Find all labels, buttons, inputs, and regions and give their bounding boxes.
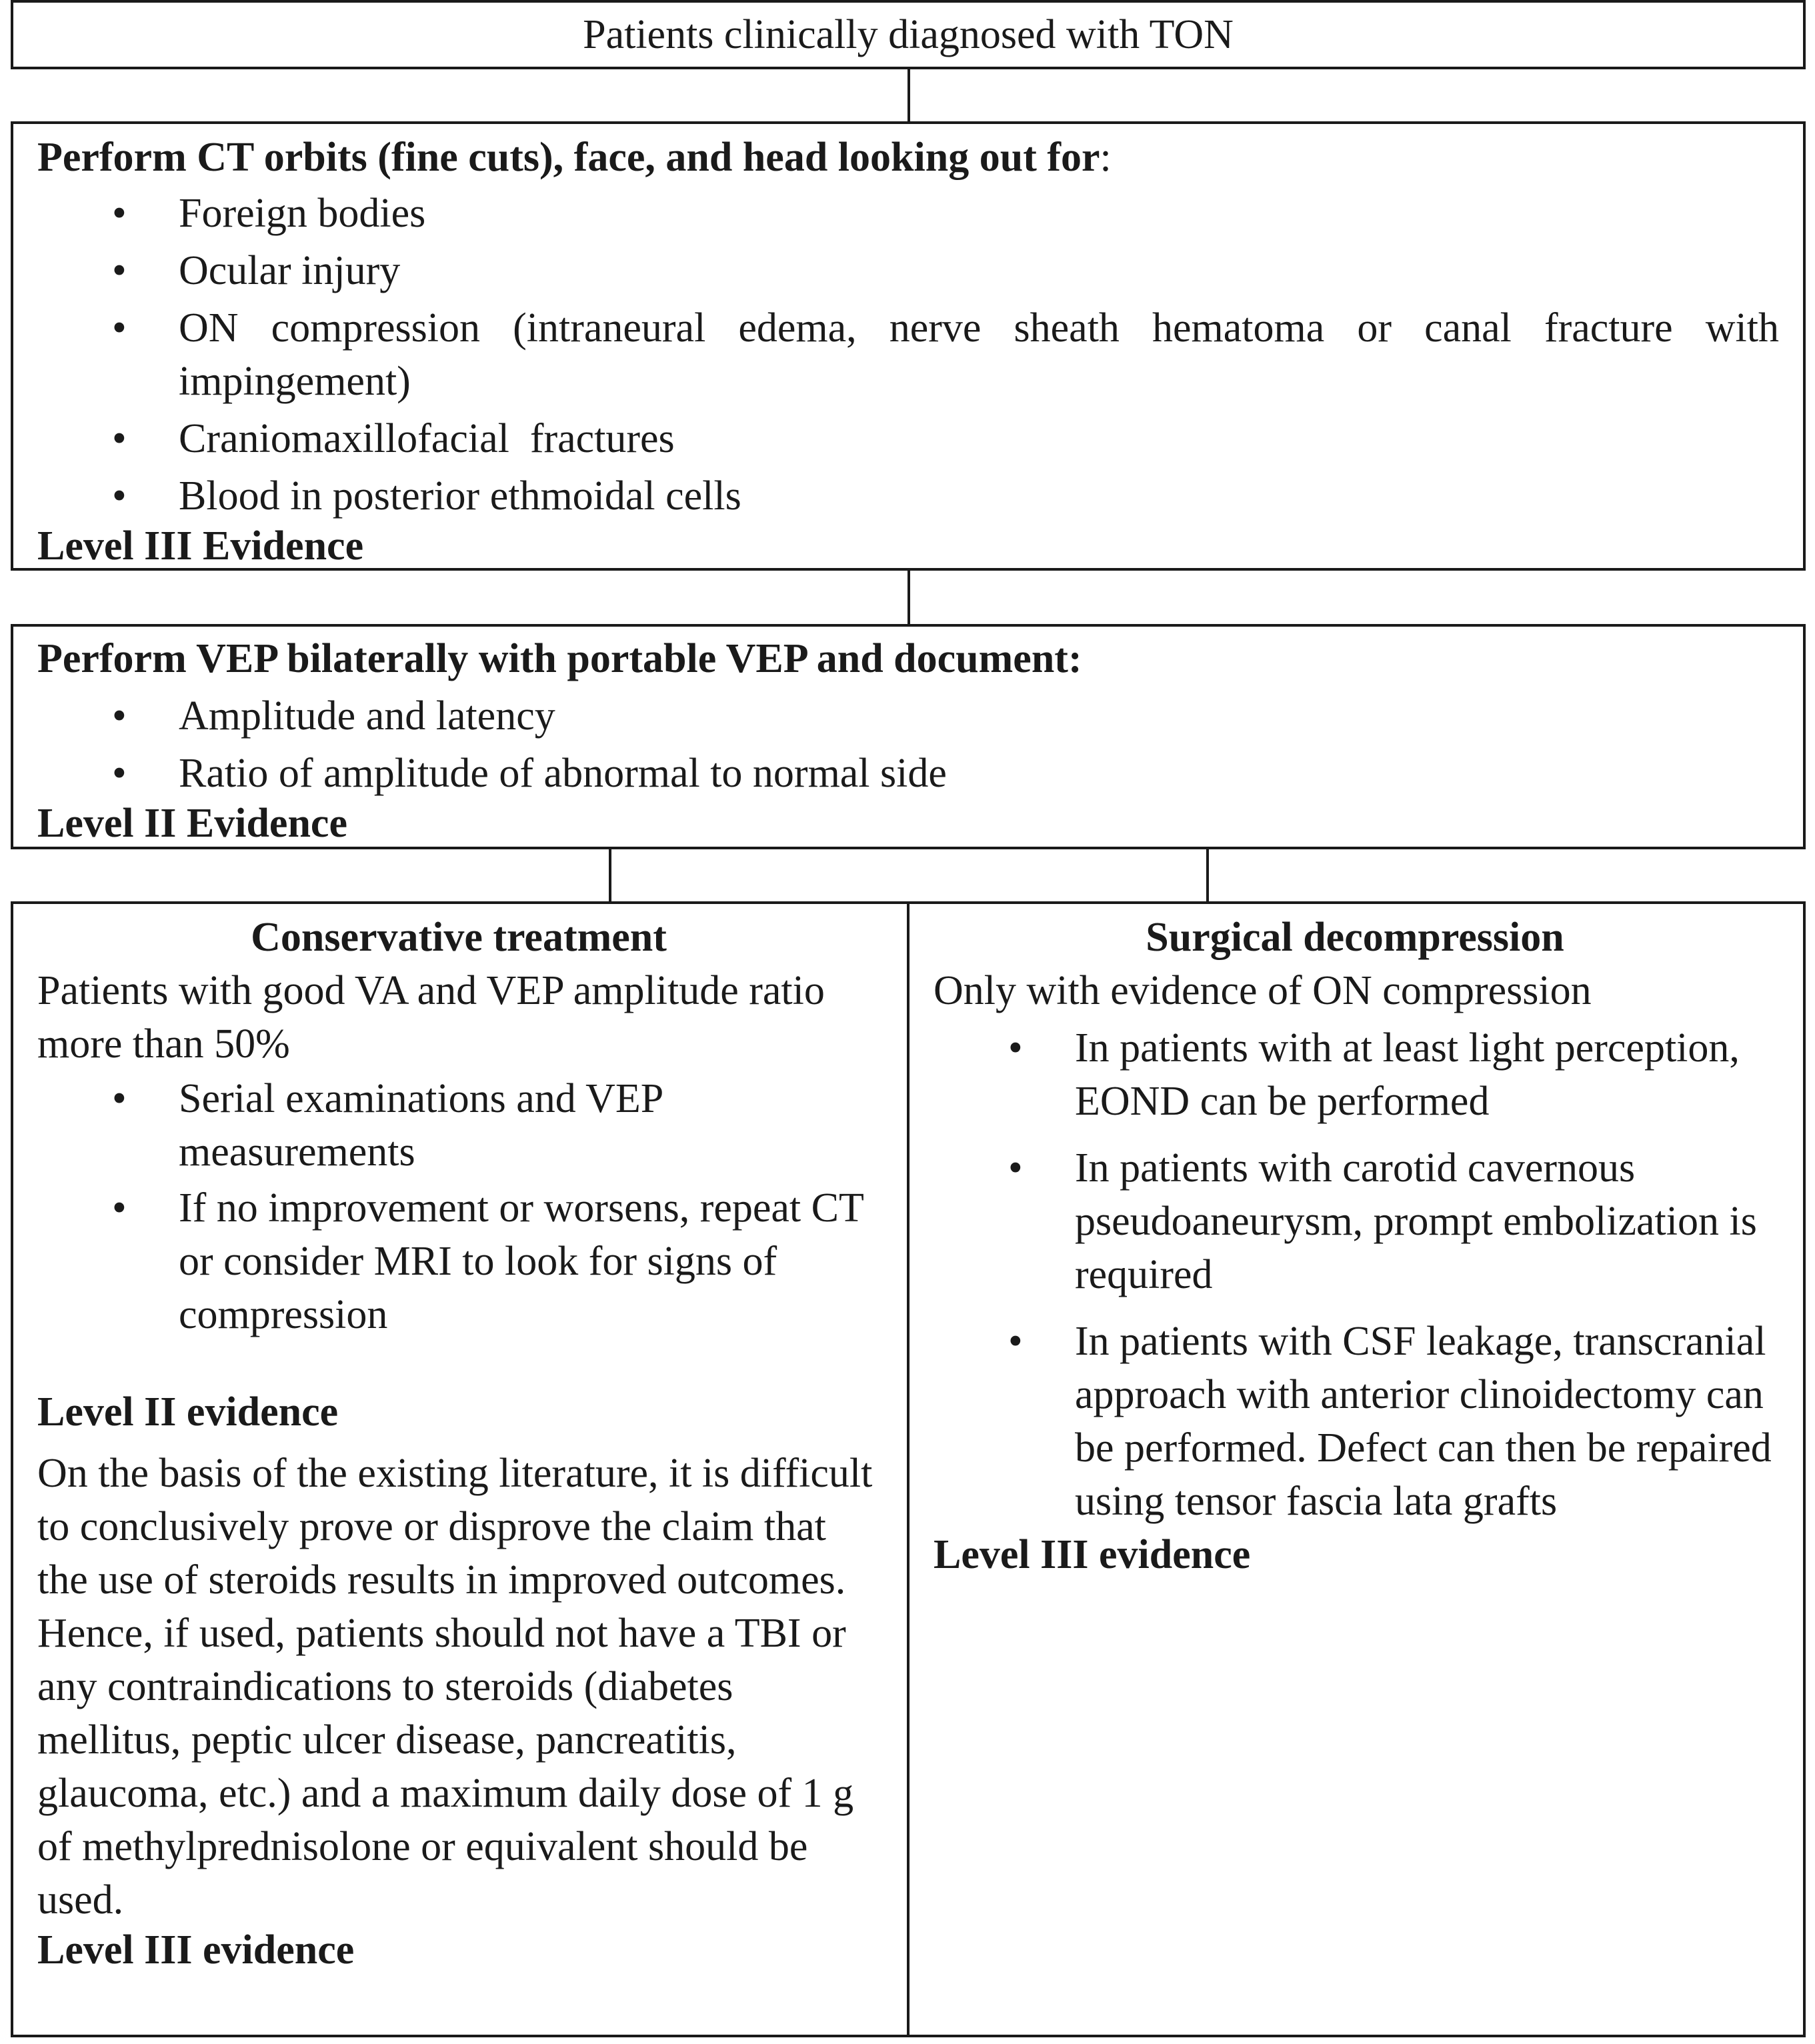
conservative-heading: Conservative treatment bbox=[251, 915, 667, 960]
surgical-intro: Only with evidence of ON compression bbox=[934, 968, 1592, 1013]
list-item: • In patients with at least light perception, EOND can be performed bbox=[934, 1021, 1776, 1128]
ct-box bbox=[11, 121, 1806, 571]
conservative-paragraph: On the basis of the existing literature, it is difficult to conclusively prove or disprove the claim that the use of steroids results in improved outcomes. Hence, if used, patients should not have a TBI or any contraindications to steroids (diabetes mellitus, peptic ulcer disease, pancreatitis, glaucoma, etc.) and a maximum daily dose of 1 g of methylprednisolone or equivalent should be used. bbox=[37, 1451, 873, 1923]
surgical-list bbox=[934, 1021, 1776, 1528]
connector-vep-conservative bbox=[609, 848, 611, 903]
conservative-box bbox=[11, 901, 910, 2037]
list-item: • Foreign bodies bbox=[37, 187, 1779, 240]
ct-evidence: Level III Evidence bbox=[37, 523, 364, 569]
conservative-intro: Patients with good VA and VEP amplitude ratio more than 50% bbox=[37, 968, 825, 1067]
title-box bbox=[11, 0, 1806, 69]
list-item: • Ocular injury bbox=[37, 244, 1779, 297]
title-text: Patients clinically diagnosed with TON bbox=[583, 11, 1234, 57]
vep-list bbox=[37, 689, 1779, 800]
list-item: • Serial examinations and VEP measurements bbox=[37, 1072, 880, 1179]
conservative-list bbox=[37, 1072, 880, 1341]
ct-list bbox=[37, 187, 1779, 523]
list-item: • In patients with carotid cavernous pseudoaneurysm, prompt embolization is required bbox=[934, 1141, 1776, 1301]
vep-heading: Perform VEP bilaterally with portable VEP and document: bbox=[37, 636, 1082, 681]
ct-heading: Perform CT orbits (fine cuts), face, and head looking out for: bbox=[37, 135, 1112, 180]
list-item: • Craniomaxillofacial fractures bbox=[37, 412, 1779, 465]
conservative-content bbox=[37, 911, 880, 1973]
list-item: • Blood in posterior ethmoidal cells bbox=[37, 469, 1779, 523]
surgical-heading: Surgical decompression bbox=[1146, 915, 1564, 960]
vep-evidence: Level II Evidence bbox=[37, 801, 347, 846]
connector-vep-surgical bbox=[1206, 848, 1209, 903]
connector-ct-vep bbox=[908, 569, 910, 625]
conservative-evidence-1: Level II evidence bbox=[37, 1389, 339, 1435]
vep-box bbox=[11, 624, 1806, 849]
ct-content bbox=[37, 131, 1779, 569]
list-item: • Amplitude and latency bbox=[37, 689, 1779, 743]
connector-title-ct bbox=[908, 68, 910, 123]
list-item: • In patients with CSF leakage, transcranial approach with anterior clinoidectomy can be performed. Defect can then be repaired using tensor fascia lata grafts bbox=[934, 1315, 1776, 1528]
list-item: • Ratio of amplitude of abnormal to normal side bbox=[37, 747, 1779, 800]
surgical-content bbox=[934, 911, 1776, 1581]
surgical-box bbox=[907, 901, 1806, 2037]
list-item: • If no improvement or worsens, repeat CT or consider MRI to look for signs of compression bbox=[37, 1181, 880, 1341]
surgical-evidence: Level III evidence bbox=[934, 1532, 1251, 1577]
vep-content bbox=[37, 632, 1779, 847]
conservative-evidence-2: Level III evidence bbox=[37, 1927, 355, 1973]
list-item: • ON compression (intraneural edema, nerve sheath hematoma or canal fracture with impingement) bbox=[37, 301, 1779, 408]
